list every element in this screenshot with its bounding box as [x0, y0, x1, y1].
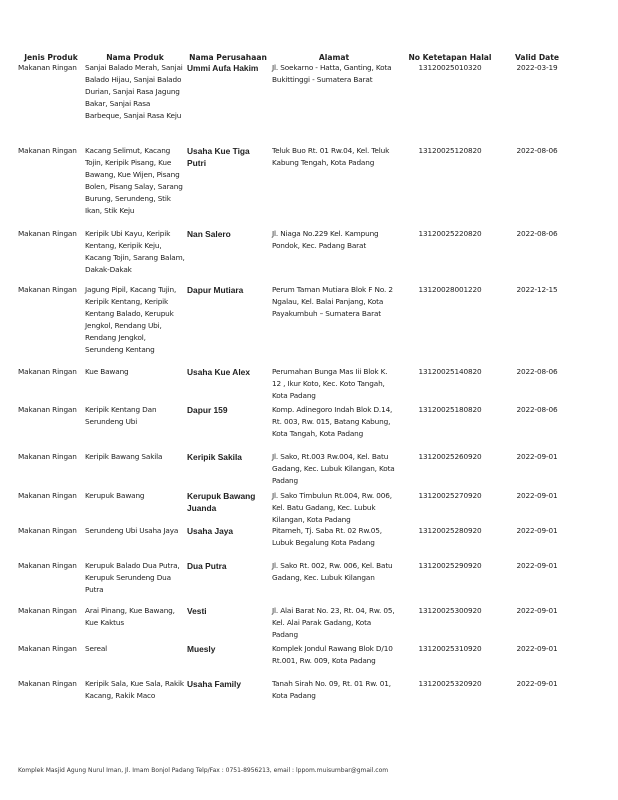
- cell-no-ketetapan-halal: 13120025010320: [418, 63, 482, 72]
- cell-nama-produk: Kue Bawang: [85, 367, 129, 376]
- cell-nama-produk: Keripik Ubi Kayu, Keripik Kentang, Keripik Keju, Kacang Tojin, Sarang Balam, Dakak-Dakak: [85, 229, 185, 274]
- cell-nama-produk: Keripik Kentang Dan Serundeng Ubi: [85, 405, 157, 426]
- cell-no-ketetapan-halal: 13120025120820: [418, 146, 482, 155]
- cell-alamat: Jl. Niaga No.229 Kel. Kampung Pondok, Kec. Padang Barat: [272, 229, 379, 250]
- page-footer: Komplek Masjid Agung Nurul Iman, Jl. Imam Bonjol Padang Telp/Fax : 0751-8956213, email : lppom.muisumbar@gmail.com: [18, 767, 389, 774]
- cell-nama-produk: Kerupuk Balado Dua Putra, Kerupuk Serundeng Dua Putra: [85, 561, 180, 594]
- cell-jenis-produk: Makanan Ringan: [18, 146, 77, 155]
- cell-jenis-produk: Makanan Ringan: [18, 491, 77, 500]
- cell-no-ketetapan-halal: 13120025260920: [418, 452, 482, 461]
- cell-nama-perusahaan: Dua Putra: [187, 561, 227, 571]
- cell-valid-date: 2022-09-01: [516, 561, 558, 570]
- cell-alamat: Jl. Sako Rt. 002, Rw. 006, Kel. Batu Gadang, Kec. Lubuk Kilangan: [272, 561, 393, 582]
- cell-nama-perusahaan: Dapur Mutiara: [187, 285, 244, 295]
- cell-nama-produk: Kerupuk Bawang: [85, 491, 145, 500]
- cell-nama-produk: Sanjai Balado Merah, Sanjai Balado Hijau, Sanjai Balado Durian, Sanjai Rasa Jagung Bakar, Sanjai Rasa Barbeque, Sanjai Rasa Keju: [85, 63, 183, 120]
- cell-no-ketetapan-halal: 13120025320920: [418, 679, 482, 688]
- cell-nama-perusahaan: Dapur 159: [187, 405, 228, 415]
- cell-valid-date: 2022-09-01: [516, 452, 558, 461]
- cell-alamat: Teluk Buo Rt. 01 Rw.04, Kel. Teluk Kabung Tengah, Kota Padang: [272, 146, 390, 167]
- cell-nama-perusahaan: Keripik Sakila: [187, 452, 242, 462]
- cell-alamat: Jl. Alai Barat No. 23, Rt. 04, Rw. 05, Kel. Alai Parak Gadang, Kota Padang: [272, 606, 395, 639]
- cell-jenis-produk: Makanan Ringan: [18, 229, 77, 238]
- cell-alamat: Komplek Jondul Rawang Blok D/10 Rt.001, Rw. 009, Kota Padang: [272, 644, 393, 665]
- cell-no-ketetapan-halal: 13120028001220: [418, 285, 482, 294]
- cell-valid-date: 2022-08-06: [516, 367, 558, 376]
- cell-nama-produk: Keripik Sala, Kue Sala, Rakik Kacang, Rakik Maco: [85, 679, 184, 700]
- cell-alamat: Komp. Adinegoro Indah Blok D.14, Rt. 003, Rw. 015, Batang Kabung, Kota Tangah, Kota Padang: [272, 405, 393, 438]
- cell-nama-produk: Jagung Pipil, Kacang Tujin, Keripik Kentang, Keripik Kentang Balado, Kerupuk Jengkol, Rendang Ubi, Rendang Jengkol, Serundeng Kentang: [85, 285, 177, 354]
- header-jenis-produk: Jenis Produk: [24, 53, 78, 62]
- cell-jenis-produk: Makanan Ringan: [18, 367, 77, 376]
- cell-nama-perusahaan: Kerupuk Bawang Juanda: [187, 491, 256, 513]
- cell-jenis-produk: Makanan Ringan: [18, 405, 77, 414]
- cell-nama-produk: Keripik Bawang Sakila: [85, 452, 163, 461]
- cell-valid-date: 2022-09-01: [516, 526, 558, 535]
- cell-nama-perusahaan: Muesly: [187, 644, 216, 654]
- cell-nama-perusahaan: Vesti: [187, 606, 207, 616]
- cell-nama-perusahaan: Usaha Kue Alex: [187, 367, 250, 377]
- cell-nama-produk: Serundeng Ubi Usaha Jaya: [85, 526, 179, 535]
- cell-no-ketetapan-halal: 13120025300920: [418, 606, 482, 615]
- cell-valid-date: 2022-09-01: [516, 679, 558, 688]
- cell-jenis-produk: Makanan Ringan: [18, 679, 77, 688]
- cell-no-ketetapan-halal: 13120025270920: [418, 491, 482, 500]
- cell-no-ketetapan-halal: 13120025220820: [418, 229, 482, 238]
- cell-nama-perusahaan: Usaha Kue Tiga Putri: [187, 146, 250, 168]
- cell-alamat: Perumahan Bunga Mas Iii Blok K. 12 , Ikur Koto, Kec. Koto Tangah, Kota Padang: [272, 367, 388, 400]
- cell-valid-date: 2022-08-06: [516, 405, 558, 414]
- cell-nama-perusahaan: Nan Salero: [187, 229, 231, 239]
- cell-jenis-produk: Makanan Ringan: [18, 285, 77, 294]
- cell-valid-date: 2022-03-19: [516, 63, 558, 72]
- cell-jenis-produk: Makanan Ringan: [18, 644, 77, 653]
- header-alamat: Alamat: [318, 53, 350, 62]
- cell-alamat: Jl. Soekarno - Hatta, Ganting, Kota Bukittinggi - Sumatera Barat: [272, 63, 392, 84]
- cell-alamat: Tanah Sirah No. 09, Rt. 01 Rw. 01, Kota Padang: [272, 679, 391, 700]
- cell-nama-produk: Sereal: [85, 644, 108, 653]
- cell-valid-date: 2022-09-01: [516, 491, 558, 500]
- cell-nama-perusahaan: Ummi Aufa Hakim: [187, 63, 259, 73]
- cell-alamat: Pitameh, Tj. Saba Rt. 02 Rw.05, Lubuk Begalung Kota Padang: [272, 526, 382, 547]
- cell-alamat: Perum Taman Mutiara Blok F No. 2 Ngalau, Kel. Balai Panjang, Kota Payakumbuh – Sumatera Barat: [272, 285, 393, 318]
- cell-no-ketetapan-halal: 13120025280920: [418, 526, 482, 535]
- cell-valid-date: 2022-12-15: [516, 285, 558, 294]
- header-no-ketetapan-halal: No Ketetapan Halal: [408, 53, 492, 62]
- cell-no-ketetapan-halal: 13120025290920: [418, 561, 482, 570]
- cell-jenis-produk: Makanan Ringan: [18, 606, 77, 615]
- cell-valid-date: 2022-09-01: [516, 644, 558, 653]
- cell-alamat: Jl. Sako Timbulun Rt.004, Rw. 006, Kel. Batu Gadang, Kec. Lubuk Kilangan, Kota Padang: [272, 491, 392, 524]
- cell-nama-perusahaan: Usaha Family: [187, 679, 241, 689]
- header-nama-perusahaan: Nama Perusahaan: [189, 53, 267, 62]
- cell-jenis-produk: Makanan Ringan: [18, 561, 77, 570]
- cell-nama-produk: Kacang Selimut, Kacang Tojin, Keripik Pisang, Kue Bawang, Kue Wijen, Pisang Bolen, Pisang Salay, Sarang Burung, Serundeng, Stik Ikan, Stik Keju: [85, 146, 183, 215]
- cell-valid-date: 2022-08-06: [516, 146, 558, 155]
- cell-jenis-produk: Makanan Ringan: [18, 526, 77, 535]
- cell-alamat: Jl. Sako, Rt.003 Rw.004, Kel. Batu Gadang, Kec. Lubuk Kilangan, Kota Padang: [272, 452, 395, 485]
- cell-nama-produk: Arai Pinang, Kue Bawang, Kue Kaktus: [85, 606, 175, 627]
- cell-no-ketetapan-halal: 13120025310920: [418, 644, 482, 653]
- cell-no-ketetapan-halal: 13120025140820: [418, 367, 482, 376]
- cell-jenis-produk: Makanan Ringan: [18, 63, 77, 72]
- cell-no-ketetapan-halal: 13120025180820: [418, 405, 482, 414]
- header-valid-date: Valid Date: [514, 53, 560, 62]
- header-nama-produk: Nama Produk: [106, 53, 164, 62]
- cell-jenis-produk: Makanan Ringan: [18, 452, 77, 461]
- cell-valid-date: 2022-08-06: [516, 229, 558, 238]
- cell-nama-perusahaan: Usaha Jaya: [187, 526, 234, 536]
- cell-valid-date: 2022-09-01: [516, 606, 558, 615]
